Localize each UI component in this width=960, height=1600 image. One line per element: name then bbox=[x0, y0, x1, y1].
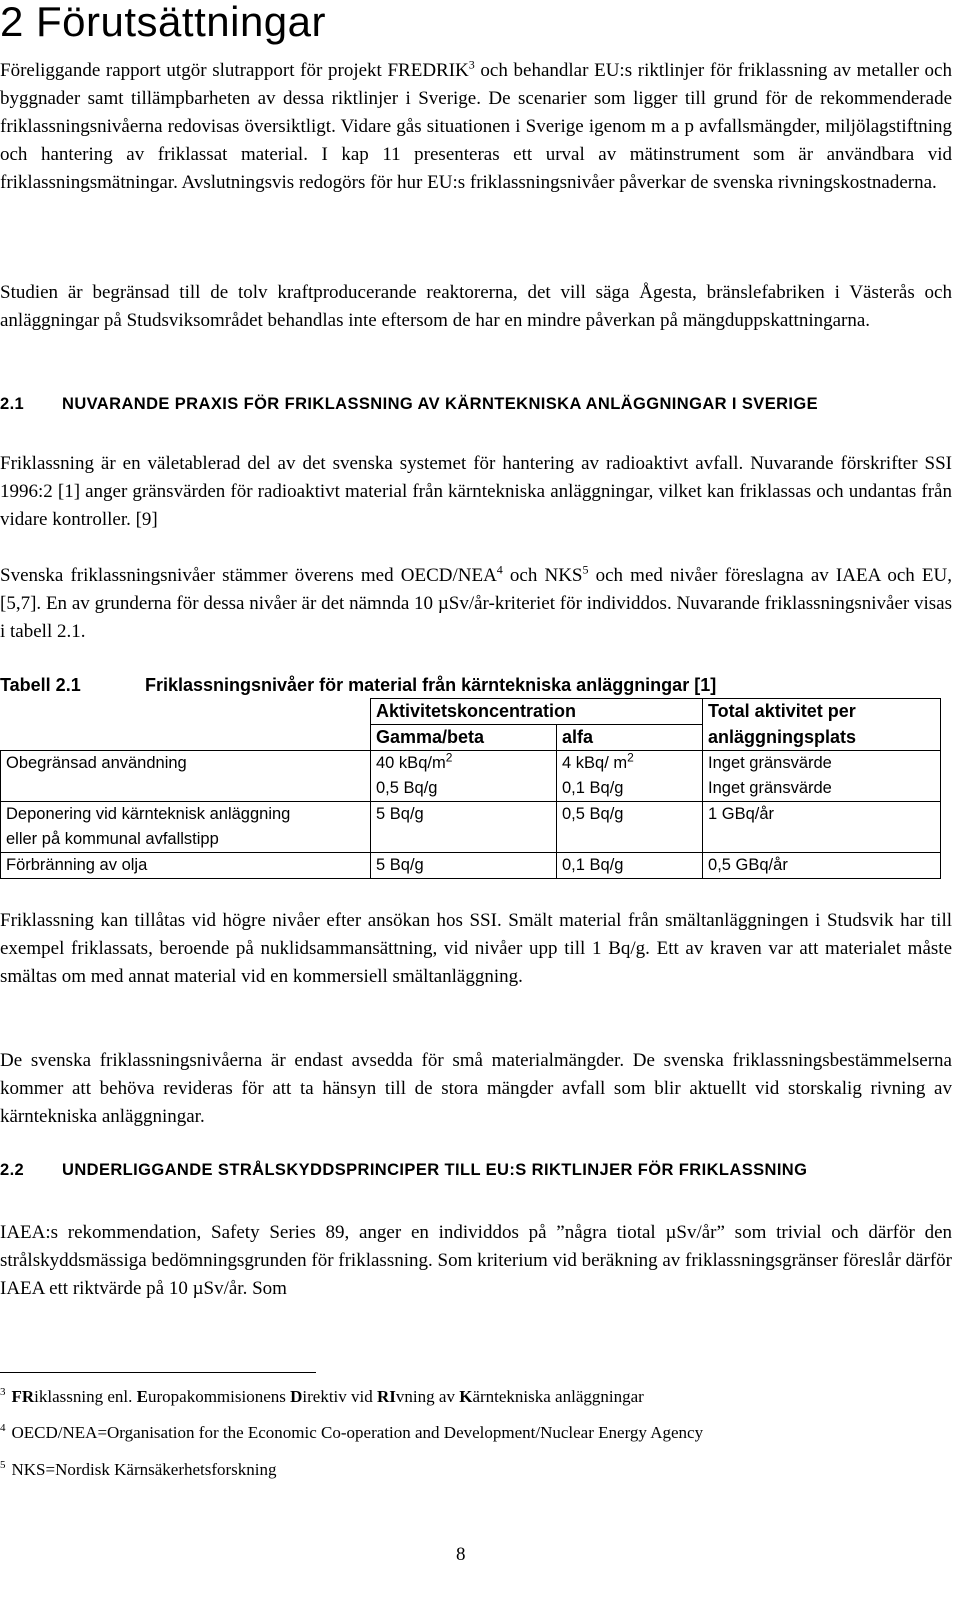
levels-paragraph bbox=[0, 562, 952, 646]
table-subheader-row bbox=[1, 725, 941, 751]
total-value: 0,5 GBq/år bbox=[703, 853, 941, 879]
levels-text-c: och med nivåer föreslagna av IAEA och EU, [5,7]. En av grunderna för dessa nivåer är det nämnda 10 µSv/år-kriteriet för individdos. Nuvarande friklassningsnivåer visas i tabell 2.1. bbox=[0, 565, 952, 642]
section-heading-2-2 bbox=[0, 1157, 952, 1183]
row-label: Obegränsad användning bbox=[1, 751, 371, 777]
table-row bbox=[1, 853, 941, 879]
table-label: Tabell 2.1 bbox=[0, 675, 81, 695]
footnote-mark: 3 bbox=[0, 1386, 6, 1399]
section-number: 2.2 bbox=[0, 1161, 25, 1179]
gamma-value: 40 kBq/$m^2$ bbox=[371, 751, 557, 777]
clearance-levels-table bbox=[0, 698, 941, 879]
table-caption bbox=[0, 673, 952, 697]
footnote-ref-4[interactable]: 4 bbox=[496, 562, 503, 577]
section-number: 2.1 bbox=[0, 395, 25, 413]
scope-paragraph: Studien är begränsad till de tolv kraftproducerande reaktorerna, det vill säga Ågesta, bränslefabriken i Västerås och anläggningar på Studsviksområdet behandlas inte eftersom de har en mindre påverkan på mängduppskattningarna. bbox=[0, 282, 952, 331]
small-quantities-paragraph: De svenska friklassningsnivåerna är endast avsedda för små materialmängder. De svenska friklassningsbestämmelserna kommer att behöva revideras för att ta hänsyn till de stora mängder avfall som blir aktuellt vid storskalig rivning av kärntekniska anläggningar. bbox=[0, 1050, 952, 1127]
header-empty-cell bbox=[1, 699, 371, 725]
footnote-4: $^4$ OECD/NEA=Organisation for the Economic Co-operation and Development/Nuclear Energy Agency bbox=[0, 1422, 704, 1442]
table-row bbox=[1, 751, 941, 777]
total-value: 1 GBq/år bbox=[703, 802, 941, 853]
row-label-empty bbox=[1, 776, 371, 802]
section-heading-2-1 bbox=[0, 391, 952, 417]
alfa-value: 0,1 Bq/g bbox=[557, 853, 703, 879]
footnote-ref-5[interactable]: 5 bbox=[582, 562, 589, 577]
header-gamma-beta: Gamma/beta bbox=[371, 725, 557, 751]
alfa-value: 0,5 Bq/g bbox=[557, 802, 703, 853]
header-activity-concentration: Aktivitetskoncentration bbox=[371, 699, 703, 725]
table-row bbox=[1, 776, 941, 802]
intro-text-a: Föreliggande rapport utgör slutrapport för projekt FREDRIK bbox=[0, 60, 469, 81]
footnote-3: $^3$ FRiklassning enl. Europakommisionens Direktiv vid RIvning av Kärntekniska anläggningar bbox=[0, 1386, 644, 1406]
iaea-paragraph: IAEA:s rekommendation, Safety Series 89, anger en individdos på ”några tiotal µSv/år” som trivial och därför den strålskyddsmässiga bedömningsgrunden för friklassning. Som kriterium vid beräkning av friklassningsgränser föreslår därför IAEA ett riktvärde på 10 µSv/år. Som bbox=[0, 1222, 952, 1299]
page-number: 8 bbox=[456, 1544, 466, 1565]
intro-paragraph bbox=[0, 57, 952, 197]
footnote-5: $^5$ NKS=Nordisk Kärnsäkerhetsforskning bbox=[0, 1459, 277, 1479]
footnote-mark: 5 bbox=[0, 1459, 6, 1472]
section-title: NUVARANDE PRAXIS FÖR FRIKLASSNING AV KÄRNTEKNISKA ANLÄGGNINGAR I SVERIGE bbox=[62, 395, 819, 413]
header-alfa: alfa bbox=[557, 725, 703, 751]
alfa-value: 4 kBq/ $m^2$ bbox=[557, 751, 703, 777]
header-total-activity: Total aktivitet per bbox=[703, 699, 941, 725]
row-label: Deponering vid kärnteknisk anläggning eller på kommunal avfallstipp bbox=[1, 802, 371, 853]
gamma-value: 5 Bq/g bbox=[371, 853, 557, 879]
header-plant-site: anläggningsplats bbox=[703, 725, 941, 751]
alfa-value: 0,1 Bq/g bbox=[557, 776, 703, 802]
section-title: UNDERLIGGANDE STRÅLSKYDDSPRINCIPER TILL EU:S RIKTLINJER FÖR FRIKLASSNING bbox=[62, 1161, 808, 1179]
gamma-value: 5 Bq/g bbox=[371, 802, 557, 853]
intro-text-b: och behandlar EU:s riktlinjer för friklassning av metaller och byggnader samt tillämpbarheten av dessa riktlinjer i Sverige. De scenarier som ligger till grund för de rekommenderade friklassningsnivåerna redovisas översiktligt. Vidare gås situationen i Sverige igenom m a p avfallsmängder, miljölagstiftning och hantering av friklassat material. I kap 11 presenteras ett urval av mätinstrument som är användbara vid friklassningsmätningar. Avslutningsvis redogörs för hur EU:s friklassningsnivåer påverkar de svenska rivningskostnaderna. bbox=[0, 60, 952, 193]
row-label: Förbränning av olja bbox=[1, 853, 371, 879]
table-caption-text: Friklassningsnivåer för material från kärntekniska anläggningar [1] bbox=[145, 675, 717, 695]
chapter-title: 2 Förutsättningar bbox=[0, 0, 327, 45]
levels-text-b: och NKS bbox=[502, 565, 583, 586]
table-header-row bbox=[1, 699, 941, 725]
total-value: Inget gränsvärde bbox=[703, 751, 941, 777]
practice-paragraph: Friklassning är en väletablerad del av det svenska systemet för hantering av radioaktivt avfall. Nuvarande förskrifter SSI 1996:2 [1] anger gränsvärden för radioaktivt material från kärntekniska anläggningar, vilket kan friklassas och undantas från vidare kontroller. [9] bbox=[0, 453, 952, 530]
total-value: Inget gränsvärde bbox=[703, 776, 941, 802]
higher-levels-paragraph: Friklassning kan tillåtas vid högre nivåer efter ansökan hos SSI. Smält material från smältanläggningen i Studsvik har till exempel friklassats, beroende på nuklidsammansättning, vid nivåer upp till 1 Bq/g. Ett av kraven var att materialet måste smältas om med annat material vid en kommersiell smältanläggning. bbox=[0, 910, 952, 987]
footnote-divider bbox=[0, 1372, 316, 1373]
table-row bbox=[1, 802, 941, 853]
gamma-value: 0,5 Bq/g bbox=[371, 776, 557, 802]
footnote-ref-3[interactable]: 3 bbox=[468, 57, 475, 72]
footnote-mark: 4 bbox=[0, 1422, 6, 1435]
levels-text-a: Svenska friklassningsnivåer stämmer överens med OECD/NEA bbox=[0, 565, 497, 586]
subheader-empty-cell bbox=[1, 725, 371, 751]
